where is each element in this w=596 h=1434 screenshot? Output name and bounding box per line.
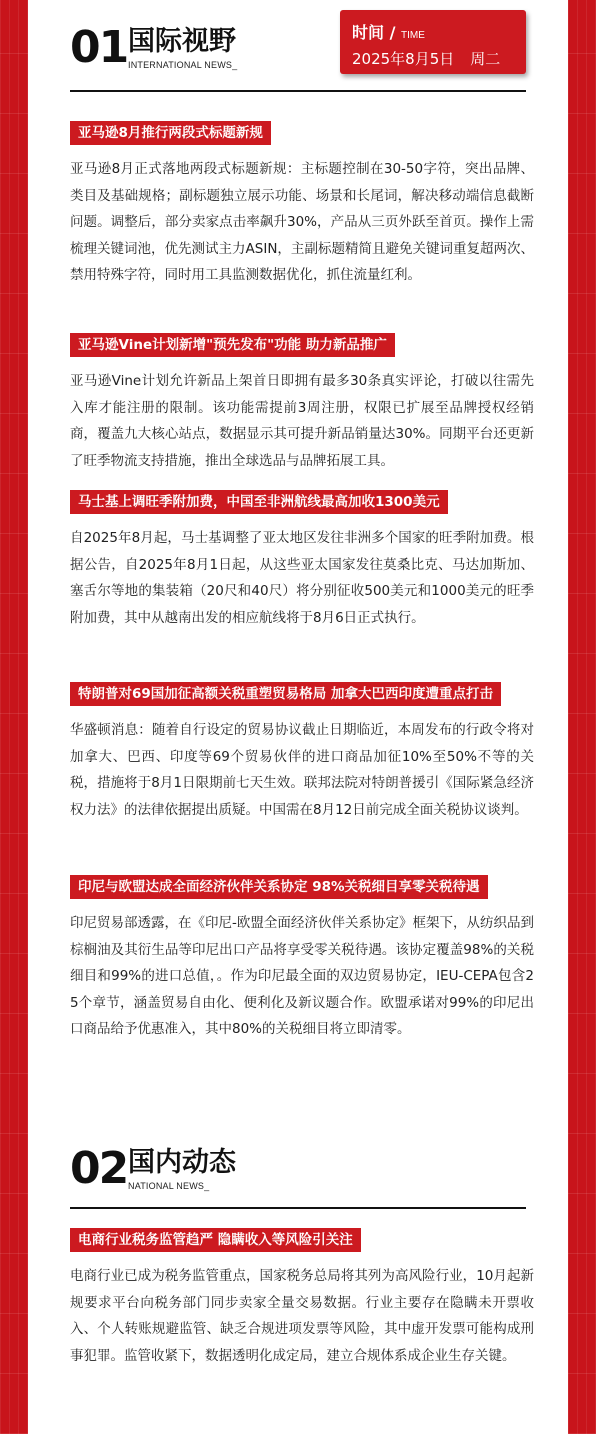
article-body: 亚马逊Vine计划允许新品上架首日即拥有最多30条真实评论，打破以往需先入库才能注册的限制。该功能需提前3周注册，权限已扩展至品牌授权经销商，覆盖九大核心站点，数据显示其可提升新品销量达30%。同期平台还更新了旺季物流支持措施，推出全球选品与品牌拓展工具。 <box>70 373 534 469</box>
date-value <box>352 48 500 69</box>
section-divider <box>70 1207 526 1209</box>
section-number: 02 <box>70 1143 128 1194</box>
article-title: 特朗普对69国加征高额关税重塑贸易格局 加拿大巴西印度遭重点打击 <box>70 682 501 706</box>
section-subtitle: NATIONAL NEWS_ <box>128 1181 210 1191</box>
section-number: 01 <box>70 22 128 73</box>
date-box <box>340 10 526 74</box>
article-body: 华盛顿消息：随着自行设定的贸易协议截止日期临近，本周发布的行政令将对加拿大、巴西、印度等69个贸易伙伴的进口商品加征10%至50%不等的关税，措施将于8月1日限期前七天生效。联邦法院对特朗普援引《国际紧急经济权力法》的法律依据提出质疑。中国需在8月12日前完成全面关税协议谈判。 <box>70 722 534 818</box>
section-header-national <box>70 1145 330 1205</box>
article <box>70 1228 534 1369</box>
article-body: 自2025年8月起，马士基调整了亚太地区发往非洲多个国家的旺季附加费。根据公告，自2025年8月1日起，从这些亚太国家发往莫桑比克、马达加斯加、塞舌尔等地的集装箱（20尺和40尺）将分别征收500美元和1000美元的旺季附加费，其中从越南出发的相应航线将于8月6日正式执行。 <box>70 530 534 626</box>
section-title: 国内动态 <box>128 1147 236 1178</box>
article-title: 亚马逊8月推行两段式标题新规 <box>70 121 271 145</box>
article-title: 亚马逊Vine计划新增"预先发布"功能 助力新品推广 <box>70 333 395 357</box>
section-divider <box>70 90 526 92</box>
article <box>70 682 534 823</box>
weekday-text: 周二 <box>470 50 501 68</box>
article-body: 印尼贸易部透露，在《印尼-欧盟全面经济伙伴关系协定》框架下，从纺织品到棕榈油及其衍生品等印尼出口产品将享受零关税待遇。该协定覆盖98%的关税细目和99%的进口总值，。作为印尼最全面的双边贸易协定，IEU-CEPA包含25个章节，涵盖贸易自由化、便利化及新议题合作。欧盟承诺对99%的印尼出口商品给予优惠准入，其中80%的关税细目将立即清零。 <box>70 915 534 1037</box>
article-body: 亚马逊8月正式落地两段式标题新规：主标题控制在30-50字符，突出品牌、类目及基础规格；副标题独立展示功能、场景和长尾词，解决移动端信息截断问题。调整后，部分卖家点击率飙升30%，产品从三页外跃至首页。操作上需梳理关键词池，优先测试主力ASIN，主副标题精简且避免关键词重复超两次、禁用特殊字符，同时用工具监测数据优化，抓住流量红利。 <box>70 161 534 283</box>
left-red-border <box>0 0 28 1434</box>
article <box>70 875 534 1043</box>
date-text: 2025年8月5日 <box>352 50 455 68</box>
right-red-border <box>568 0 596 1434</box>
section-header-international <box>70 24 330 84</box>
article <box>70 333 534 474</box>
article <box>70 121 534 289</box>
section-title: 国际视野 <box>128 26 236 57</box>
article-body: 电商行业已成为税务监管重点，国家税务总局将其列为高风险行业，10月起新规要求平台向税务部门同步卖家全量交易数据。行业主要存在隐瞒未开票收入、个人转账规避监管、缺乏合规进项发票等风险，其中虚开发票可能构成刑事犯罪。监管收紧下，数据透明化成定局，建立合规体系成企业生存关键。 <box>70 1268 534 1364</box>
section-subtitle: INTERNATIONAL NEWS_ <box>128 60 238 70</box>
article-title: 电商行业税务监管趋严 隐瞒收入等风险引关注 <box>70 1228 361 1252</box>
article-title: 印尼与欧盟达成全面经济伙伴关系协定 98%关税细目享零关税待遇 <box>70 875 488 899</box>
date-label: 时间 / TIME <box>352 23 425 42</box>
article <box>70 490 534 631</box>
article-title: 马士基上调旺季附加费，中国至非洲航线最高加收1300美元 <box>70 490 448 514</box>
